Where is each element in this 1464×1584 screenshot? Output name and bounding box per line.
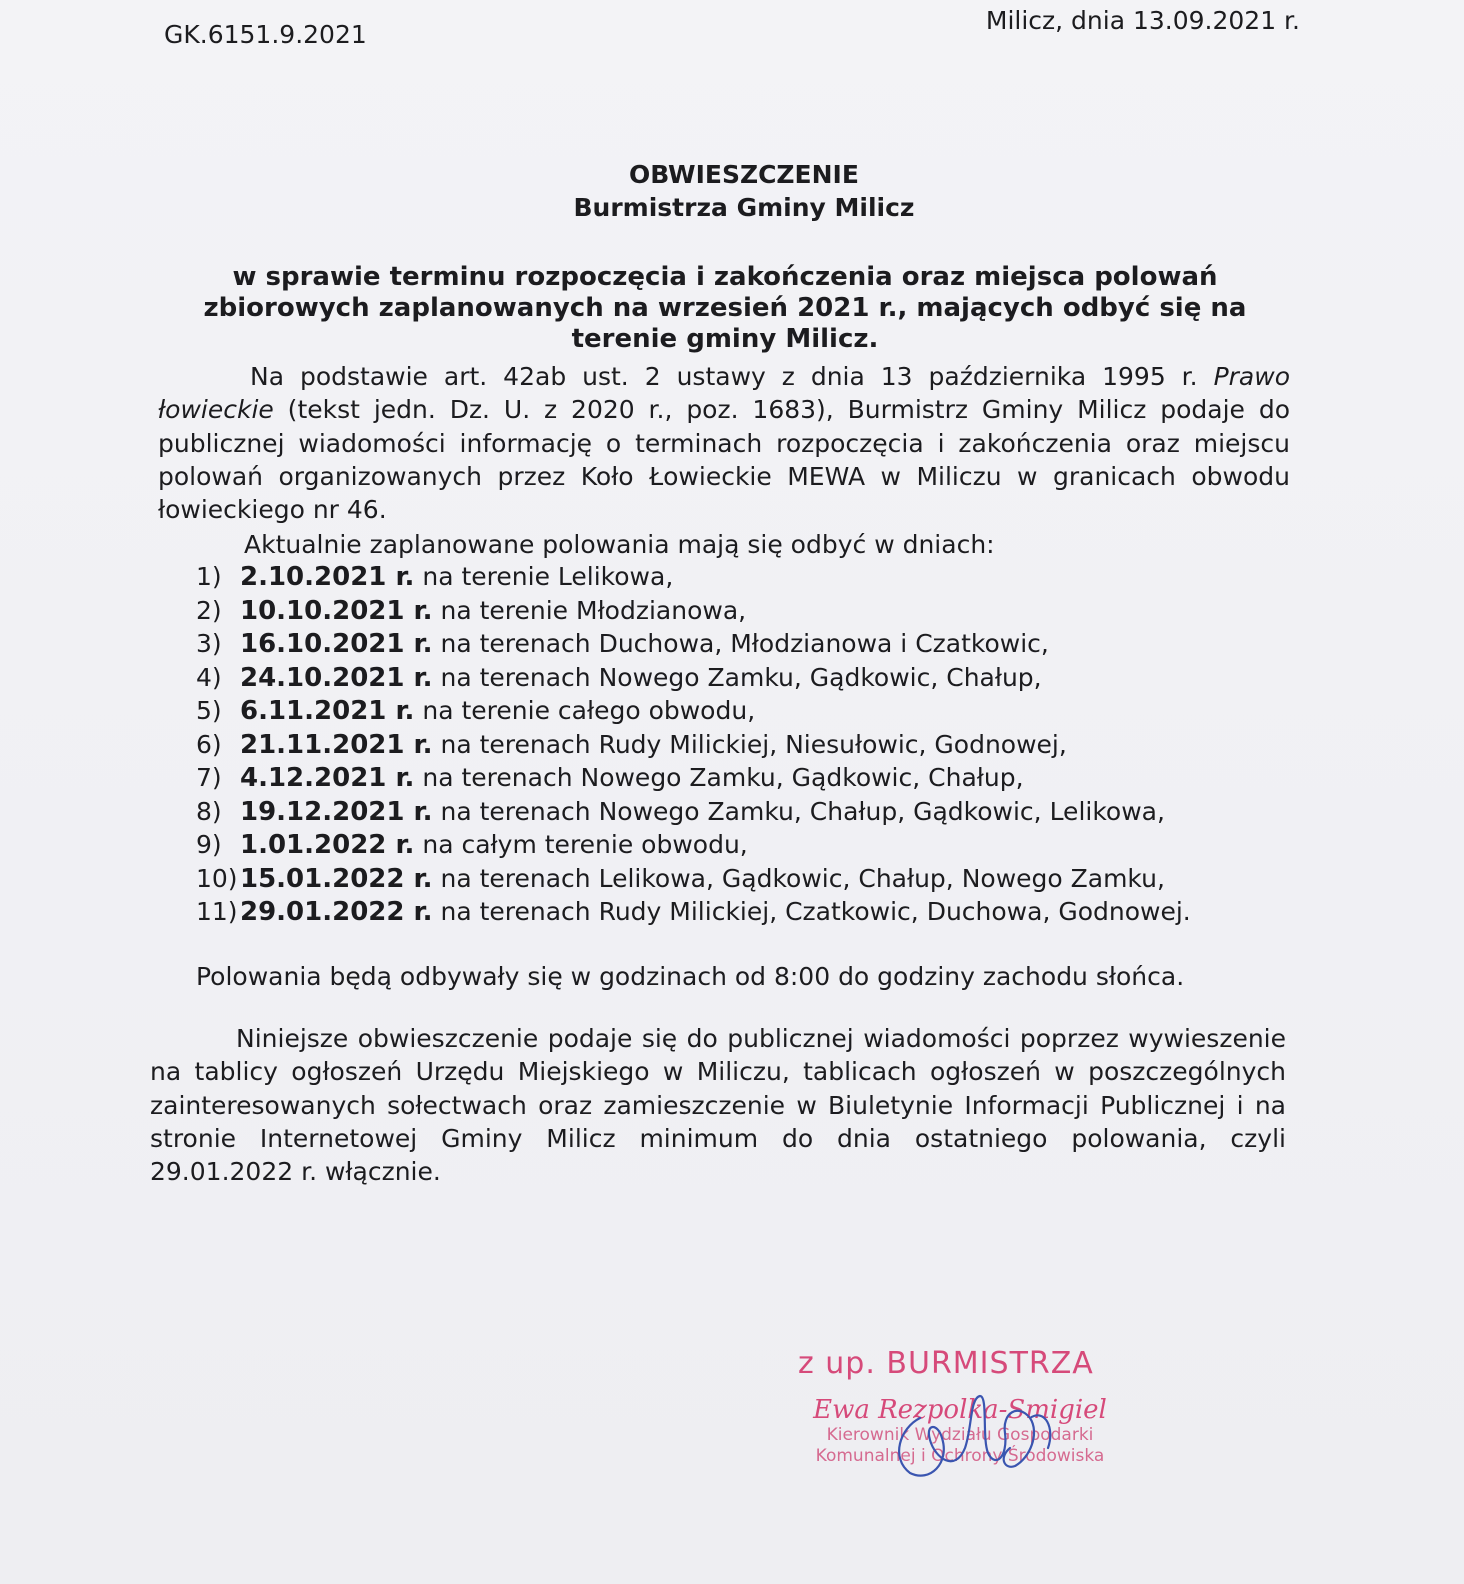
hunt-date: 4.12.2021 r. xyxy=(240,763,415,793)
hunt-item-number: 3) xyxy=(196,629,222,658)
hunt-date: 16.10.2021 r. xyxy=(240,629,433,659)
hunt-list-item xyxy=(196,627,1191,661)
stamp-role-line-1: Kierownik Wydziału Gospodarki xyxy=(826,1425,1094,1445)
document-title: OBWIESZCZENIE xyxy=(629,160,859,189)
hunt-list-item xyxy=(196,862,1191,896)
hunt-place: na całym terenie obwodu, xyxy=(414,830,748,859)
hunt-list-item xyxy=(196,828,1191,862)
hunt-item-number: 5) xyxy=(196,696,222,725)
reference-number: GK.6151.9.2021 xyxy=(164,20,367,49)
hunt-list-item xyxy=(196,694,1191,728)
title-block xyxy=(0,160,1464,222)
hunt-date: 10.10.2021 r. xyxy=(240,595,433,626)
hunt-place: na terenie Młodzianowa, xyxy=(432,595,747,625)
hunt-date: 15.01.2022 r. xyxy=(240,863,433,894)
hunt-place: na terenie Lelikowa, xyxy=(414,562,674,591)
legal-basis-text-start: Na podstawie art. 42ab ust. 2 ustawy z dnia 13 października 1995 r. xyxy=(250,362,1214,391)
closing-paragraph: Niniejsze obwieszczenie podaje się do publicznej wiadomości poprzez wywieszenie na tablicy ogłoszeń Urzędu Miejskiego w Miliczu, tablicach ogłoszeń w poszczególnych zainteresowanych sołectwach oraz zamieszczenie w Biuletynie Informacji Publicznej i na stronie Internetowej Gminy Milicz minimum do dnia ostatniego polowania, czyli 29.01.2022 r. włącznie. xyxy=(150,1024,1286,1186)
hunt-date: 29.01.2022 r. xyxy=(240,897,433,927)
hunt-date: 21.11.2021 r. xyxy=(240,729,433,760)
hunt-list-item xyxy=(196,795,1191,829)
stamp-name: Ewa Rezpolka-Smigiel xyxy=(813,1395,1107,1425)
hunt-item-number: 2) xyxy=(196,595,222,625)
hunt-item-number: 8) xyxy=(196,796,222,826)
legal-basis-text-end: (tekst jedn. Dz. U. z 2020 r., poz. 1683), Burmistrz Gminy Milicz podaje do publicznej wiadomości informację o terminach rozpoczęcia i zakończenia oraz miejscu polowań organizowanych przez Koło Łowieckie MEWA w Miliczu w granicach obwodu łowieckiego nr 46. xyxy=(158,395,1290,524)
hunt-date: 6.11.2021 r. xyxy=(240,696,415,726)
document-subject: w sprawie terminu rozpoczęcia i zakończenia oraz miejsca polowań zbiorowych zaplanowanych na wrzesień 2021 r., mających odbyć się na terenie gminy Milicz. xyxy=(203,262,1247,355)
hunt-item-number: 10) xyxy=(196,863,238,893)
hunt-list-item xyxy=(196,761,1191,795)
hunt-place: na terenach Nowego Zamku, Gądkowic, Chałup, xyxy=(414,763,1024,792)
hunt-item-number: 4) xyxy=(196,662,222,692)
stamp-role-line-2: Komunalnej i Ochrony Środowiska xyxy=(815,1446,1105,1467)
legal-basis-paragraph xyxy=(158,360,1290,526)
hunt-list-item xyxy=(196,728,1191,762)
hunting-hours: Polowania będą odbywały się w godzinach od 8:00 do godziny zachodu słońca. xyxy=(196,962,1185,991)
hunt-list-item xyxy=(196,560,1191,594)
hunt-date: 1.01.2022 r. xyxy=(240,830,415,860)
hunt-place: na terenach Duchowa, Młodzianowa i Czatkowic, xyxy=(432,629,1049,658)
hunt-item-number: 1) xyxy=(196,562,222,591)
hunt-list-item xyxy=(196,661,1191,695)
stamp-authority: z up. BURMISTRZA xyxy=(798,1346,1094,1381)
hunt-place: na terenie całego obwodu, xyxy=(414,696,756,725)
list-intro: Aktualnie zaplanowane polowania mają się odbyć w dniach: xyxy=(244,530,995,559)
hunt-item-number: 11) xyxy=(196,897,238,926)
hunt-place: na terenach Lelikowa, Gądkowic, Chałup, Nowego Zamku, xyxy=(432,863,1165,893)
place-date: Milicz, dnia 13.09.2021 r. xyxy=(985,6,1300,35)
document-subtitle: Burmistrza Gminy Milicz xyxy=(573,193,915,222)
hunt-date: 24.10.2021 r. xyxy=(240,662,433,693)
hunt-place: na terenach Rudy Milickiej, Czatkowic, Duchowa, Godnowej. xyxy=(432,897,1191,926)
hunt-list xyxy=(196,560,1191,929)
hunt-date: 19.12.2021 r. xyxy=(240,796,433,827)
hunt-place: na terenach Nowego Zamku, Gądkowic, Chałup, xyxy=(432,662,1042,692)
hunt-list-item xyxy=(196,895,1191,929)
hunt-list-item xyxy=(196,594,1191,628)
hunt-place: na terenach Nowego Zamku, Chałup, Gądkowic, Lelikowa, xyxy=(432,796,1165,826)
hunt-place: na terenach Rudy Milickiej, Niesułowic, Godnowej, xyxy=(432,729,1067,759)
hunt-date: 2.10.2021 r. xyxy=(240,562,415,592)
handwritten-signature xyxy=(880,1378,1080,1488)
hunt-item-number: 6) xyxy=(196,729,222,759)
hunt-item-number: 9) xyxy=(196,830,222,859)
hunt-item-number: 7) xyxy=(196,763,222,792)
act-name: Prawo łowieckie xyxy=(158,362,1290,425)
